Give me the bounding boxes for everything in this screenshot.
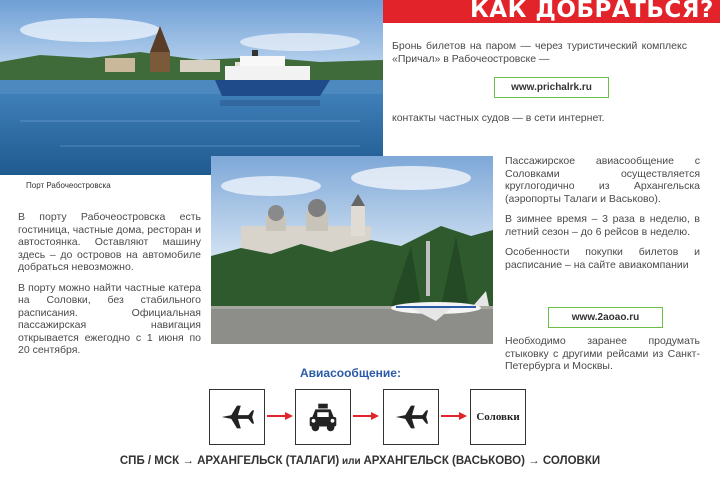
- prichal-url-link[interactable]: www.prichalrk.ru: [494, 77, 609, 98]
- air-service-paragraph: Пассажирское авиасообщение с Соловками осуществляется круглогодично из Архангельска (аэропорты Талаги и Васьково).: [505, 155, 700, 205]
- route-summary: [0, 455, 720, 467]
- route-step-taxi: [295, 389, 351, 445]
- route-part-vaskovo: АРХАНГЕЛЬСК (ВАСЬКОВО) → СОЛОВКИ: [363, 455, 601, 467]
- route-arrow-1: [267, 411, 293, 421]
- boats-info-paragraph: В порту можно найти частные катера на Соловки, без стабильного расписания. Официальная пассажирская навигация открывается ежегодно с 1 июня по 20 сентября.: [18, 281, 201, 356]
- airline-url-link[interactable]: www.2aoao.ru: [548, 307, 663, 328]
- connection-paragraph: Необходимо заранее продумать стыковку с другими рейсами из Санкт-Петербурга и Москвы.: [505, 335, 700, 372]
- taxi-icon: [304, 398, 342, 436]
- route-step-solovki: [470, 389, 526, 445]
- airplane-icon: [218, 398, 256, 436]
- airplane-icon: [392, 398, 430, 436]
- route-part-talagi: СПБ / МСК → АРХАНГЕЛЬСК (ТАЛАГИ): [119, 455, 340, 467]
- private-boats-text: [392, 112, 687, 133]
- connection-note: [505, 335, 700, 381]
- left-column: [18, 211, 201, 365]
- route-or: или: [339, 456, 364, 467]
- route-step-airplane-1: [209, 389, 265, 445]
- route-arrow-3: [441, 411, 467, 421]
- airport-photo: [211, 156, 493, 344]
- private-boats-label: контакты частных судов — в сети интернет.: [392, 112, 605, 124]
- ferry-info: [392, 40, 687, 73]
- flight-frequency-paragraph: В зимнее время – 3 раза в неделю, в летний сезон – до 6 рейсов в неделю.: [505, 213, 700, 238]
- port-info-paragraph: В порту Рабочеостровска есть гостиница, частные дома, ресторан и автостоянка. Оставляют машину здесь – до островов на автомобиле добраться невозможно.: [18, 211, 201, 273]
- port-photo: [0, 0, 383, 175]
- air-route-title: Авиасообщение:: [300, 366, 401, 380]
- right-column: [505, 155, 700, 279]
- page-title: КАК ДОБРАТЬСЯ?: [470, 0, 714, 23]
- tickets-info-paragraph: Особенности покупки билетов и расписание – на сайте авиакомпании: [505, 246, 700, 271]
- solovki-label: Соловки: [476, 411, 520, 423]
- route-step-airplane-2: [383, 389, 439, 445]
- ferry-booking-text: Бронь билетов на паром — через туристический комплекс «Причал» в Рабочеостровске —: [392, 40, 687, 65]
- route-arrow-2: [353, 411, 379, 421]
- port-photo-caption: Порт Рабочеостровска: [26, 181, 111, 190]
